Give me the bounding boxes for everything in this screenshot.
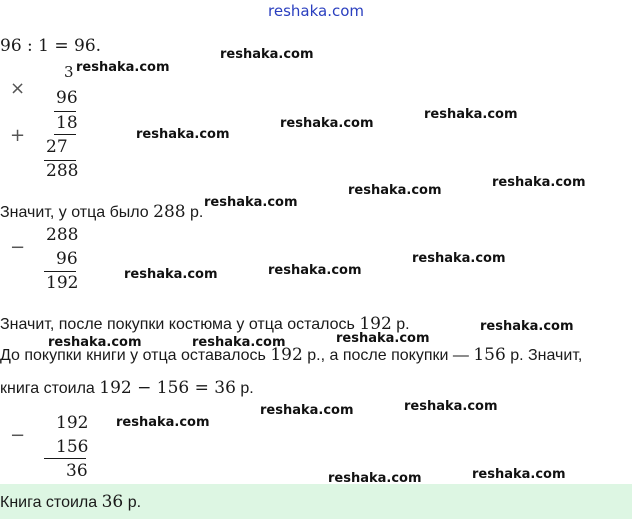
plus-sign: +: [10, 125, 26, 146]
book-cost-suffix: р.: [240, 380, 254, 397]
sub1-subtrahend: 96: [56, 249, 78, 269]
partial-product: 27: [46, 137, 68, 157]
watermark: reshaka.com: [260, 403, 354, 418]
left-after-suit-suffix: р.: [396, 316, 410, 333]
mult-rule: [54, 111, 76, 112]
book-cost-line: [0, 378, 254, 398]
watermark: reshaka.com: [192, 335, 286, 350]
left-after-suit-value: 192: [359, 314, 392, 334]
sub1-result: 192: [46, 273, 79, 293]
answer-suffix: р.: [127, 494, 142, 511]
minus-sign-1: −: [10, 237, 26, 258]
product-result: 288: [46, 161, 79, 181]
add-top-rule: [54, 134, 76, 135]
book-cost-expression: 192 − 156 = 36: [99, 378, 236, 398]
watermark: reshaka.com: [268, 263, 362, 278]
watermark: reshaka.com: [204, 195, 298, 210]
answer-box: [0, 484, 632, 519]
multiply-sign: ×: [10, 78, 26, 99]
watermark: reshaka.com: [280, 116, 374, 131]
watermark: reshaka.com: [76, 60, 170, 75]
before-book-middle: р., а после покупки —: [307, 347, 469, 364]
minus-sign-2: −: [10, 425, 26, 446]
father-had-value: 288: [153, 202, 186, 222]
watermark: reshaka.com: [480, 319, 574, 334]
watermark: reshaka.com: [472, 467, 566, 482]
sub2-rule: [44, 458, 86, 459]
sub2-minuend: 192: [56, 413, 89, 433]
multiplier: 18: [56, 113, 78, 133]
watermark: reshaka.com: [404, 399, 498, 414]
watermark: reshaka.com: [220, 47, 314, 62]
watermark: reshaka.com: [136, 127, 230, 142]
watermark: reshaka.com: [492, 175, 586, 190]
book-cost-prefix: книга стоила: [0, 380, 95, 397]
watermark: reshaka.com: [336, 331, 430, 346]
sub1-minuend: 288: [46, 225, 79, 245]
father-had-suffix: р.: [190, 204, 204, 221]
left-after-suit-prefix: Значит, после покупки костюма у отца осталось: [0, 316, 355, 333]
carry-digit: 3: [64, 63, 74, 81]
watermark: reshaka.com: [424, 107, 518, 122]
before-book-value2: 156: [473, 345, 506, 365]
sub2-result: 36: [66, 461, 88, 481]
sub2-subtrahend: 156: [56, 437, 89, 457]
watermark: reshaka.com: [412, 251, 506, 266]
watermark: reshaka.com: [328, 471, 422, 486]
answer-prefix: Книга стоила: [0, 494, 98, 511]
before-book-prefix: До покупки книги у отца оставалось: [0, 347, 266, 364]
father-had-prefix: Значит, у отца было: [0, 204, 149, 221]
answer-value: 36: [101, 492, 124, 512]
before-book-value1: 192: [270, 345, 303, 365]
watermark: reshaka.com: [116, 415, 210, 430]
watermark: reshaka.com: [48, 335, 142, 350]
multiplicand: 96: [56, 88, 78, 108]
father-had-line: [0, 202, 203, 222]
site-watermark: reshaka.com: [268, 2, 364, 20]
before-book-suffix: р. Значит,: [510, 347, 583, 364]
answer-text: [0, 492, 141, 512]
watermark: reshaka.com: [124, 267, 218, 282]
sub1-rule: [44, 271, 76, 272]
division-equation: 96 : 1 = 96.: [0, 36, 102, 56]
watermark: reshaka.com: [348, 183, 442, 198]
